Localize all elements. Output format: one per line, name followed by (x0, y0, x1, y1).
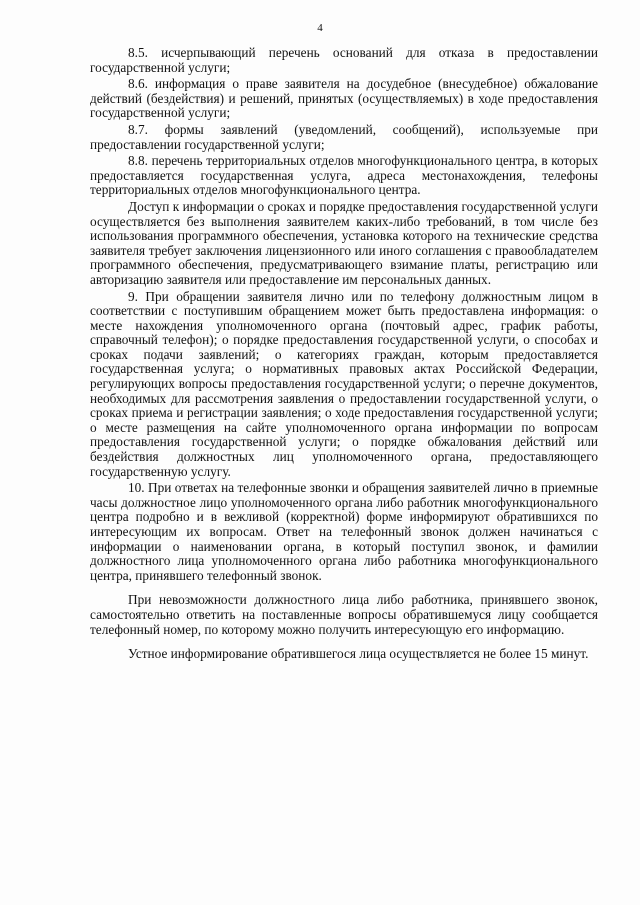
paragraph-10: 10. При ответах на телефонные звонки и обращения заявителей лично в приемные часы должностное лицо уполномоченного органа либо работник многофункционального центра подробно и в вежливой (корректной) форме информируют обратившихся по интересующим их вопросам. Ответ на телефонный звонок должен начинаться с информации о наименовании органа, в который поступил звонок, и фамилии должностного лица уполномоченного органа либо работника многофункционального центра, принявшего телефонный звонок. (90, 480, 598, 583)
paragraph-oral-info-duration: Устное информирование обратившегося лица осуществляется не более 15 минут. (128, 646, 589, 662)
paragraph-access-info: Доступ к информации о сроках и порядке предоставления государственной услуги осуществляется без выполнения заявителем каких-либо требований, в том числе без использования программного обеспечения, установка которого на технические средства заявителя требует заключения лицензионного или иного соглашения с правообладателем программного обеспечения, предусматривающего взимание платы, регистрацию или авторизацию заявителя или предоставление им персональных данных. (90, 198, 598, 287)
paragraph-8-6: 8.6. информация о праве заявителя на досудебное (внесудебное) обжалование действий (бездействия) и решений, принятых (осуществляемых) в ходе предоставления государственной услуги; (90, 76, 598, 121)
paragraph-9: 9. При обращении заявителя лично или по телефону должностным лицом в соответствии с поступившим обращением может быть предоставлена информация: о месте нахождения уполномоченного органа (почтовый адрес, график работы, справочный телефон); о порядке предоставления государственной услуги, о способах и сроках подачи заявлений; о категориях граждан, которым предоставляется государственная услуга; о нормативных правовых актах Российской Федерации, регулирующих вопросы предоставления государственной услуги; о перечне документов, необходимых для рассмотрения заявления о предоставлении государственной услуги, о сроках приема и регистрации заявления; о ходе предоставления государственной услуги; о месте размещения на сайте уполномоченного органа информации по вопросам предоставления государственной услуги; о порядке обжалования действий или бездействия должностных лиц уполномоченного органа, предоставляющего государственную услугу. (90, 288, 598, 479)
document-body (90, 46, 598, 662)
paragraph-8-5: 8.5. исчерпывающий перечень оснований для отказа в предоставлении государственной услуги; (90, 45, 598, 75)
paragraph-8-7: 8.7. формы заявлений (уведомлений, сообщений), используемые при предоставлении государственной услуги; (90, 121, 598, 152)
paragraph-phone-unavailable: При невозможности должностного лица либо работника, принявшего звонок, самостоятельно ответить на поставленные вопросы обратившемуся лицу сообщается телефонный номер, по которому можно получить интересующую его информацию. (90, 592, 598, 637)
page-number: 4 (317, 22, 323, 34)
paragraph-8-8: 8.8. перечень территориальных отделов многофункционального центра, в которых предоставляется государственная услуга, адреса местонахождения, телефоны территориальных отделов многофункционального центра. (90, 153, 598, 198)
